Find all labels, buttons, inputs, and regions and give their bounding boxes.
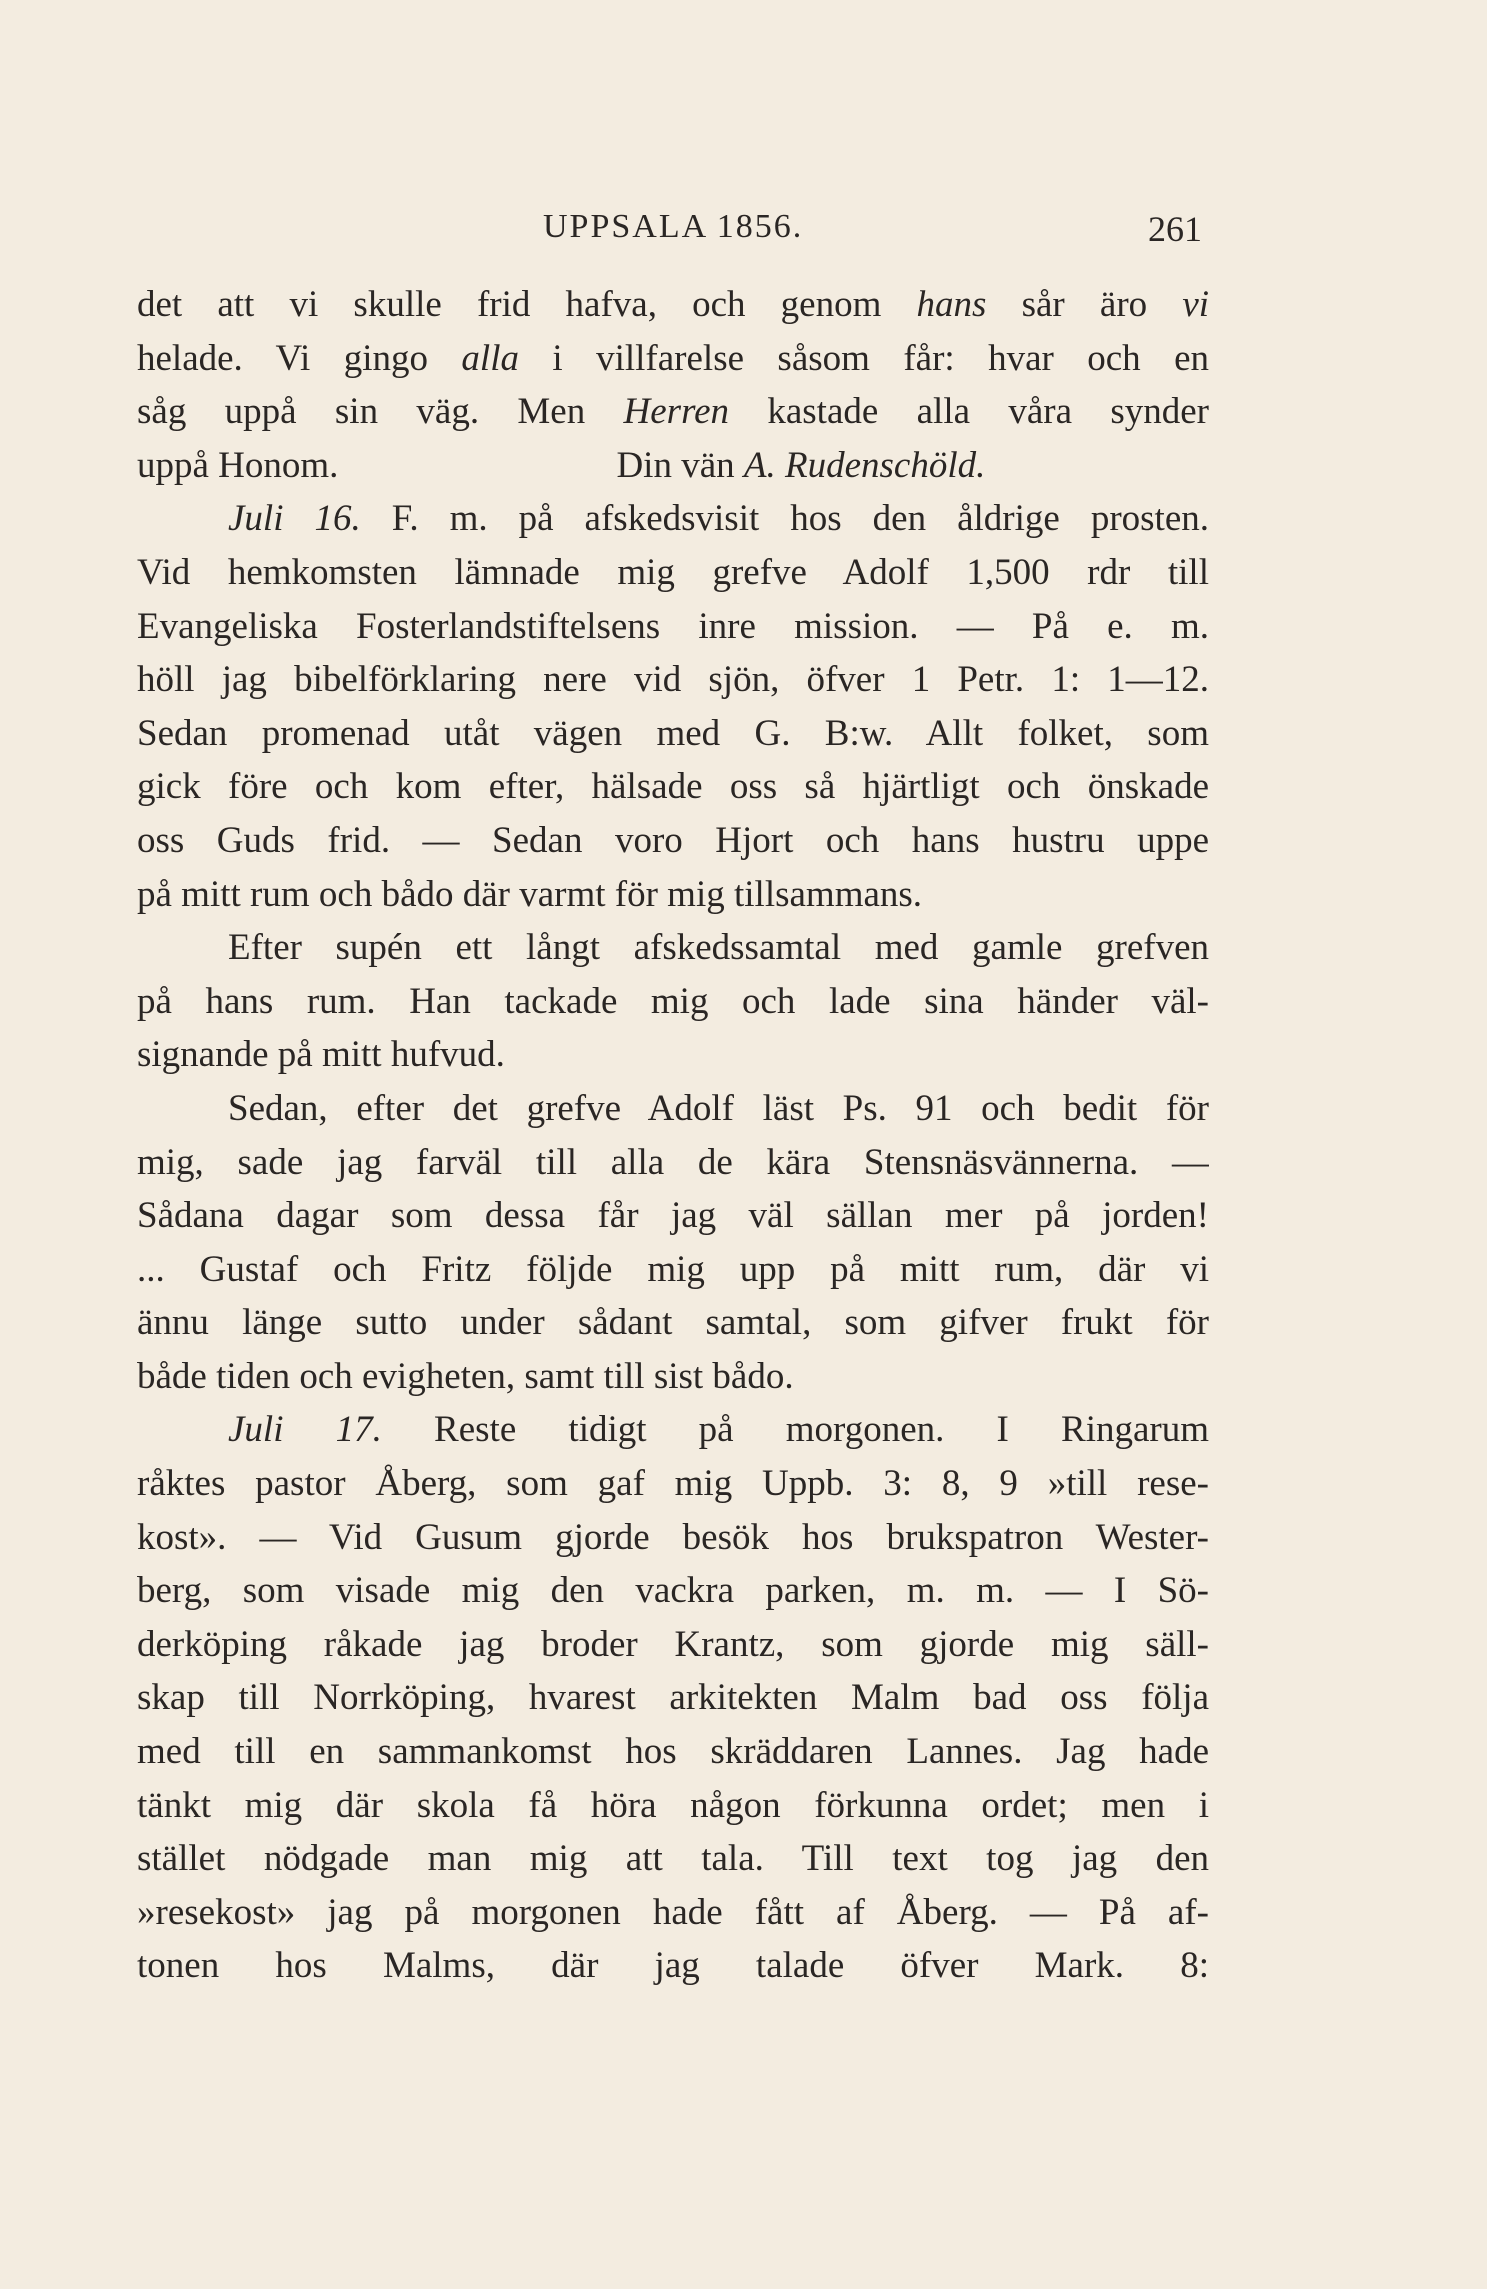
text-segment: Din vän [616,444,744,486]
text-segment: Sådana dagar som dessa får jag väl sällan mer på jorden! [137,1195,1209,1237]
text-segment: mig, sade jag farväl till alla de kära Stensnäsvännerna. — [137,1141,1209,1183]
text-segment: Sedan promenad utåt vägen med G. B:w. Allt folket, som [137,712,1209,754]
text-segment: tonen hos Malms, där jag talade öfver Mark. 8: [137,1945,1209,1987]
text-line [137,1618,1209,1672]
italic-segment: A. Rudenschöld. [743,444,986,486]
text-line [137,975,1209,1029]
text-segment: ... Gustaf och Fritz följde mig upp på mitt rum, där vi [137,1248,1209,1290]
text-line [137,1564,1209,1618]
text-line [137,1832,1209,1886]
text-line [137,1189,1209,1243]
text-segment: med till en sammankomst hos skräddaren Lannes. Jag hade [137,1731,1209,1773]
text-line [137,1350,1209,1404]
text-segment: på hans rum. Han tackade mig och lade sina händer väl- [137,980,1209,1022]
text-segment: derköping råkade jag broder Krantz, som gjorde mig säll- [137,1623,1209,1665]
text-segment: Reste tidigt på morgonen. I Ringarum [381,1409,1209,1451]
text-segment: kastade alla våra synder [729,391,1209,433]
text-segment: signande på mitt hufvud. [137,1034,505,1076]
text-line [137,1243,1209,1297]
italic-segment: Juli 16. [228,498,361,540]
text-segment: på mitt rum och bådo där varmt för mig tillsammans. [137,873,923,915]
text-segment: Sedan, efter det grefve Adolf läst Ps. 91 och bedit för [228,1087,1209,1129]
text-line [137,1511,1209,1565]
text-segment: Efter supén ett långt afskedssamtal med gamle grefven [228,927,1209,969]
text-segment: höll jag bibelförklaring nere vid sjön, öfver 1 Petr. 1: 1—12. [137,659,1209,701]
text-segment: »resekost» jag på morgonen hade fått af Åberg. — På af- [137,1891,1209,1933]
text-line [137,1082,1209,1136]
text-segment: uppå Honom. [137,444,339,486]
text-segment: skap till Norrköping, hvarest arkitekten Malm bad oss följa [137,1677,1209,1719]
text-line [137,921,1209,975]
text-line [137,1671,1209,1725]
text-line [137,1028,1209,1082]
text-segment: stället nödgade man mig att tala. Till text tog jag den [137,1838,1209,1880]
text-segment: det att vi skulle frid hafva, och genom [137,284,917,325]
text-segment: ännu länge sutto under sådant samtal, som gifver frukt för [137,1302,1209,1344]
italic-segment: Juli 17. [228,1409,382,1451]
running-head [0,208,1487,258]
text-segment: helade. Vi gingo [137,337,462,379]
text-line [137,653,1209,707]
text-line [137,1725,1209,1779]
italic-segment: hans [916,284,987,325]
text-segment: både tiden och evigheten, samt till sist bådo. [137,1355,794,1397]
text-line [137,1457,1209,1511]
text-line [137,278,1209,332]
text-segment: såg uppå sin väg. Men [137,391,624,433]
text-segment: F. m. på afskedsvisit hos den åldrige prosten. [360,498,1209,540]
text-segment: oss Guds frid. — Sedan voro Hjort och hans hustru uppe [137,819,1209,861]
text-segment: Evangeliska Fosterlandstiftelsens inre mission. — På e. m. [137,605,1209,647]
text-line [137,385,1209,439]
text-line [137,1403,1209,1457]
text-segment: sår äro [986,284,1183,325]
text-segment: i villfarelse såsom får: hvar och en [518,337,1209,379]
text-segment: gick före och kom efter, hälsade oss så hjärtligt och önskade [137,766,1209,808]
text-line [137,760,1209,814]
text-line [137,1136,1209,1190]
text-line [137,332,1209,386]
text-line [137,868,1209,922]
text-line [137,814,1209,868]
text-line [137,1779,1209,1833]
text-line [137,600,1209,654]
text-segment: Vid hemkomsten lämnade mig grefve Adolf 1,500 rdr till [137,551,1209,593]
body-text [137,278,1209,1993]
running-head-title: UPPSALA 1856. [543,208,804,245]
text-line [137,439,1209,493]
text-segment: kost». — Vid Gusum gjorde besök hos brukspatron Wester- [137,1516,1209,1558]
text-line [137,1939,1209,1993]
text-line [137,546,1209,600]
italic-segment: Herren [623,391,730,433]
text-segment: råktes pastor Åberg, som gaf mig Uppb. 3: 8, 9 »till rese- [137,1463,1209,1505]
text-line [137,707,1209,761]
italic-segment: vi [1182,284,1209,325]
text-segment: berg, som visade mig den vackra parken, m. m. — I Sö- [137,1570,1209,1612]
page-number: 261 [1148,209,1202,249]
text-line [137,492,1209,546]
text-line [137,1296,1209,1350]
italic-segment: alla [461,337,519,379]
text-line [137,1886,1209,1940]
text-segment: tänkt mig där skola få höra någon förkunna ordet; men i [137,1784,1209,1826]
